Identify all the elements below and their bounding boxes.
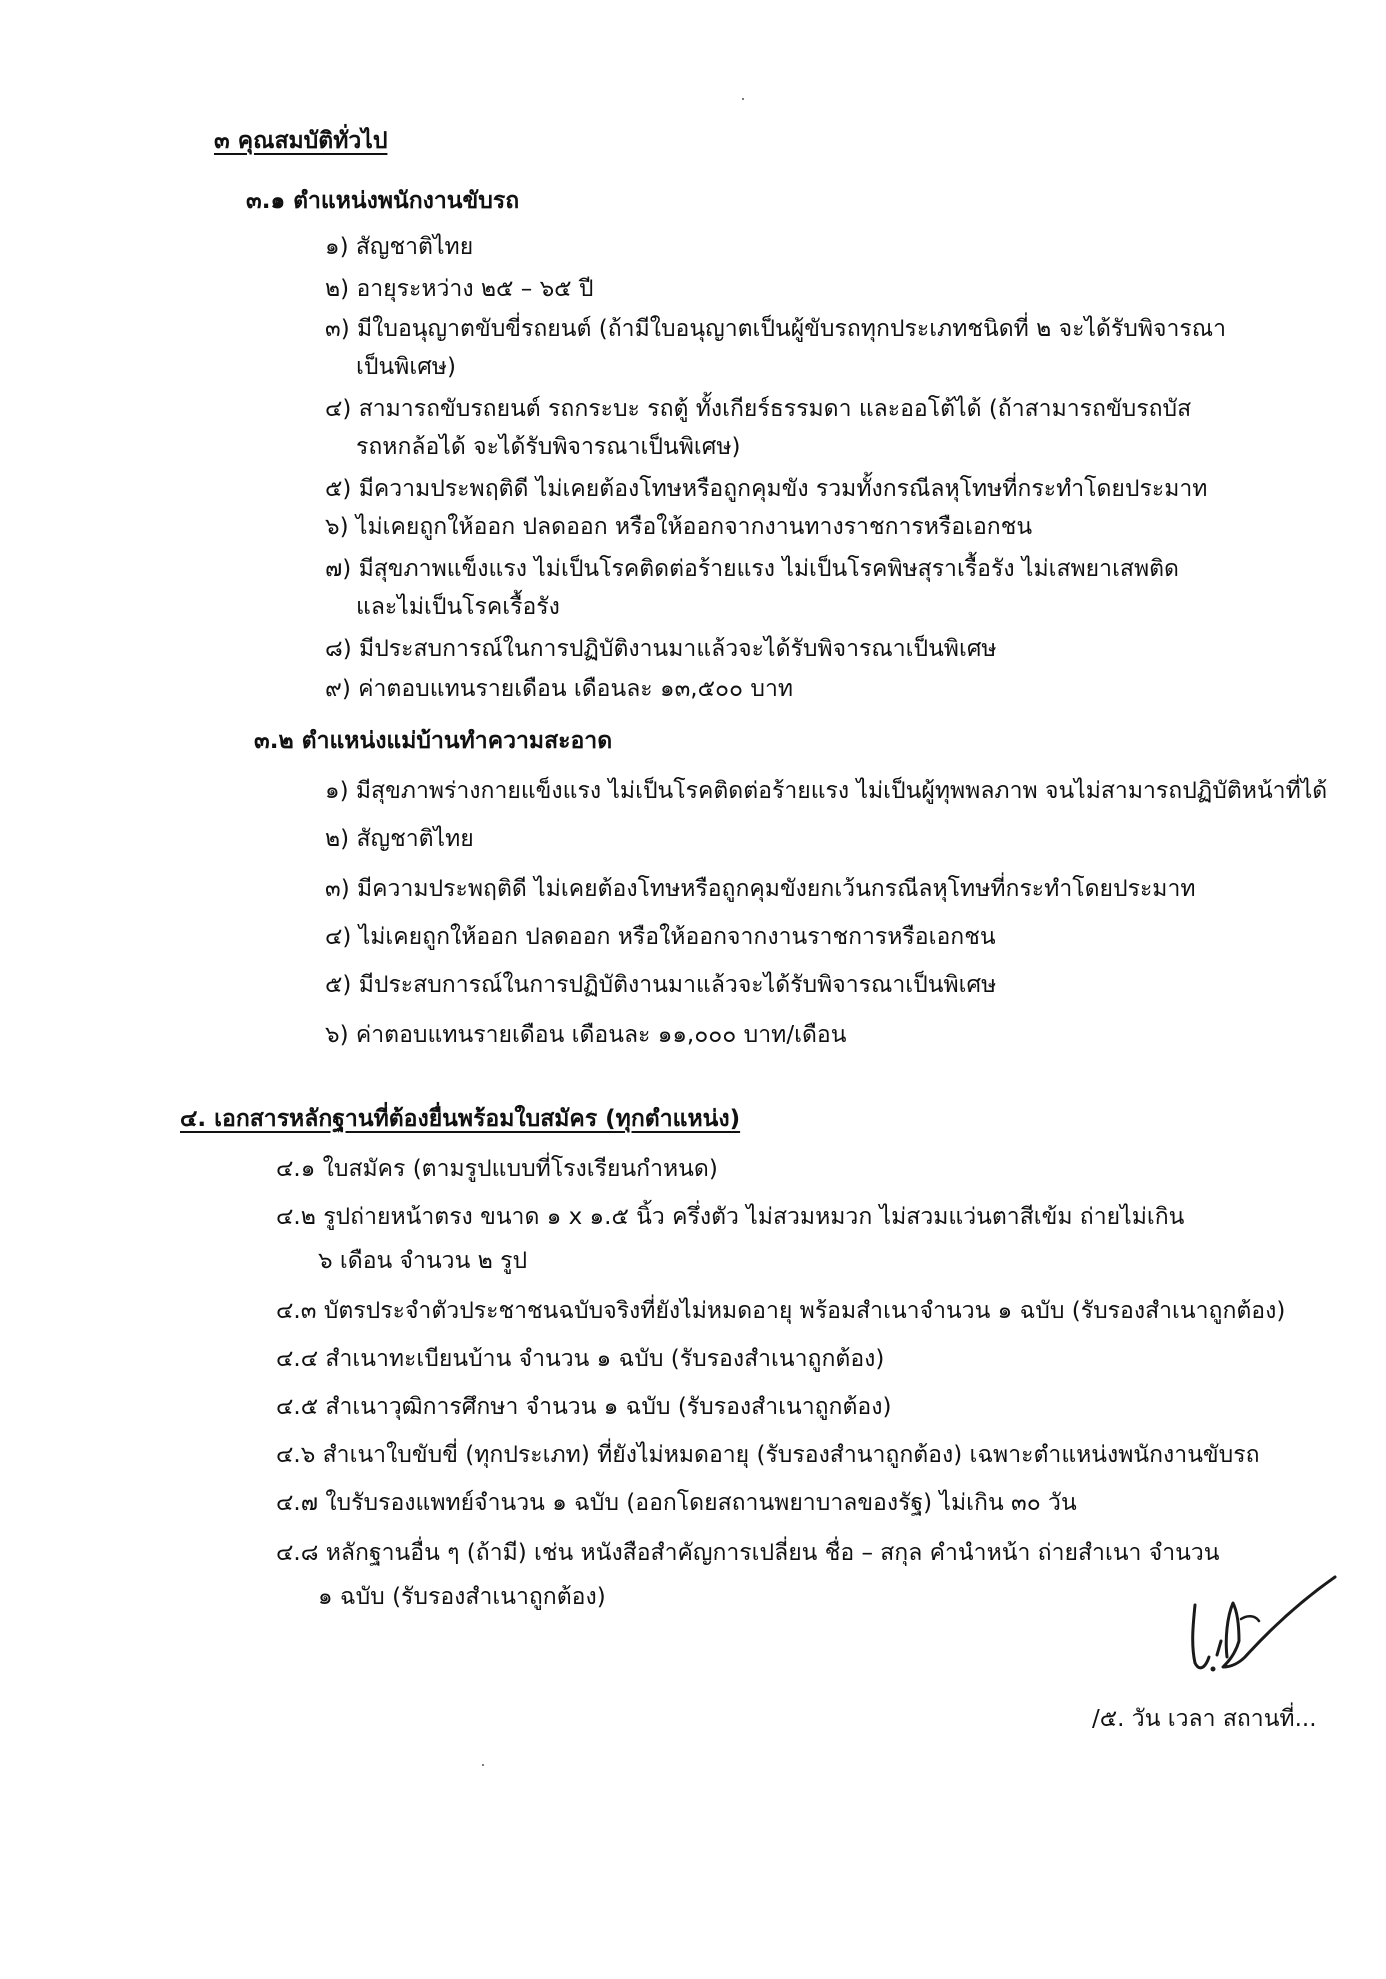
list-item-continuation: เป็นพิเศษ) xyxy=(356,354,456,380)
list-item: ๖) ไม่เคยถูกให้ออก ปลดออก หรือให้ออกจากงานทางราชการหรือเอกชน xyxy=(325,514,1033,540)
list-item: ๔.๖ สำเนาใบขับขี่ (ทุกประเภท) ที่ยังไม่หมดอายุ (รับรองสำนาถูกต้อง) เฉพาะตำแหน่งพนักงานขับรถ xyxy=(276,1442,1260,1468)
scan-speck xyxy=(742,98,744,100)
list-item: ๗) มีสุขภาพแข็งแรง ไม่เป็นโรคติดต่อร้ายแรง ไม่เป็นโรคพิษสุราเรื้อรัง ไม่เสพยาเสพติด xyxy=(325,556,1179,582)
list-item: ๖) ค่าตอบแทนรายเดือน เดือนละ ๑๑,๐๐๐ บาท/เดือน xyxy=(325,1022,847,1048)
list-item: ๕) มีประสบการณ์ในการปฏิบัติงานมาแล้วจะได้รับพิจารณาเป็นพิเศษ xyxy=(325,972,997,998)
list-item: ๔) สามารถขับรถยนต์ รถกระบะ รถตู้ ทั้งเกียร์ธรรมดา และออโต้ได้ (ถ้าสามารถขับรถบัส xyxy=(325,396,1192,422)
continuation-note: /๕. วัน เวลา สถานที่... xyxy=(1092,1706,1317,1732)
list-item-continuation: ๖ เดือน จำนวน ๒ รูป xyxy=(318,1248,528,1274)
list-item: ๑) มีสุขภาพร่างกายแข็งแรง ไม่เป็นโรคติดต่อร้ายแรง ไม่เป็นผู้ทุพพลภาพ จนไม่สามารถปฏิบัติหน้าที่ได้ xyxy=(325,778,1328,804)
list-item: ๔.๔ สำเนาทะเบียนบ้าน จำนวน ๑ ฉบับ (รับรองสำเนาถูกต้อง) xyxy=(276,1346,885,1372)
list-item: ๔.๗ ใบรับรองแพทย์จำนวน ๑ ฉบับ (ออกโดยสถานพยาบาลของรัฐ) ไม่เกิน ๓๐ วัน xyxy=(276,1490,1077,1516)
section4-title: ๔. เอกสารหลักฐานที่ต้องยื่นพร้อมใบสมัคร (ทุกตำแหน่ง) xyxy=(180,1106,741,1132)
list-item: ๓) มีความประพฤติดี ไม่เคยต้องโทษหรือถูกคุมขังยกเว้นกรณีลหุโทษที่กระทำโดยประมาท xyxy=(325,876,1196,902)
list-item: ๔.๓ บัตรประจำตัวประชาชนฉบับจริงที่ยังไม่หมดอายุ พร้อมสำเนาจำนวน ๑ ฉบับ (รับรองสำเนาถูกต้อง) xyxy=(276,1298,1286,1324)
list-item-continuation: และไม่เป็นโรคเรื้อรัง xyxy=(356,594,560,620)
list-item: ๔) ไม่เคยถูกให้ออก ปลดออก หรือให้ออกจากงานราชการหรือเอกชน xyxy=(325,924,996,950)
list-item: ๔.๒ รูปถ่ายหน้าตรง ขนาด ๑ x ๑.๕ นิ้ว ครึ่งตัว ไม่สวมหมวก ไม่สวมแว่นตาสีเข้ม ถ่ายไม่เกิน xyxy=(276,1204,1185,1230)
list-item: ๔.๑ ใบสมัคร (ตามรูปแบบที่โรงเรียนกำหนด) xyxy=(276,1156,718,1182)
list-item: ๒) อายุระหว่าง ๒๕ – ๖๕ ปี xyxy=(325,276,594,302)
list-item: ๔.๕ สำเนาวุฒิการศึกษา จำนวน ๑ ฉบับ (รับรองสำเนาถูกต้อง) xyxy=(276,1394,892,1420)
list-item: ๓) มีใบอนุญาตขับขี่รถยนต์ (ถ้ามีใบอนุญาตเป็นผู้ขับรถทุกประเภทชนิดที่ ๒ จะได้รับพิจารณา xyxy=(325,316,1227,342)
list-item: ๒) สัญชาติไทย xyxy=(325,826,474,852)
list-item-continuation: รถหกล้อได้ จะได้รับพิจารณาเป็นพิเศษ) xyxy=(356,434,741,460)
list-item: ๑) สัญชาติไทย xyxy=(325,234,474,260)
section3-2-title: ๓.๒ ตำแหน่งแม่บ้านทำความสะอาด xyxy=(254,728,613,754)
list-item: ๕) มีความประพฤติดี ไม่เคยต้องโทษหรือถูกคุมขัง รวมทั้งกรณีลหุโทษที่กระทำโดยประมาท xyxy=(325,476,1208,502)
signature-mark xyxy=(1165,1545,1340,1685)
list-item: ๙) ค่าตอบแทนรายเดือน เดือนละ ๑๓,๕๐๐ บาท xyxy=(325,676,794,702)
section3-1-title: ๓.๑ ตำแหน่งพนักงานขับรถ xyxy=(246,188,520,214)
list-item: ๔.๘ หลักฐานอื่น ๆ (ถ้ามี) เช่น หนังสือสำคัญการเปลี่ยน ชื่อ – สกุล คำนำหน้า ถ่ายสำเนา จำนวน xyxy=(276,1540,1220,1566)
section3-title: ๓ คุณสมบัติทั่วไป xyxy=(214,128,388,154)
scan-speck xyxy=(482,1764,484,1766)
list-item: ๘) มีประสบการณ์ในการปฏิบัติงานมาแล้วจะได้รับพิจารณาเป็นพิเศษ xyxy=(325,636,997,662)
list-item-continuation: ๑ ฉบับ (รับรองสำเนาถูกต้อง) xyxy=(318,1584,606,1610)
